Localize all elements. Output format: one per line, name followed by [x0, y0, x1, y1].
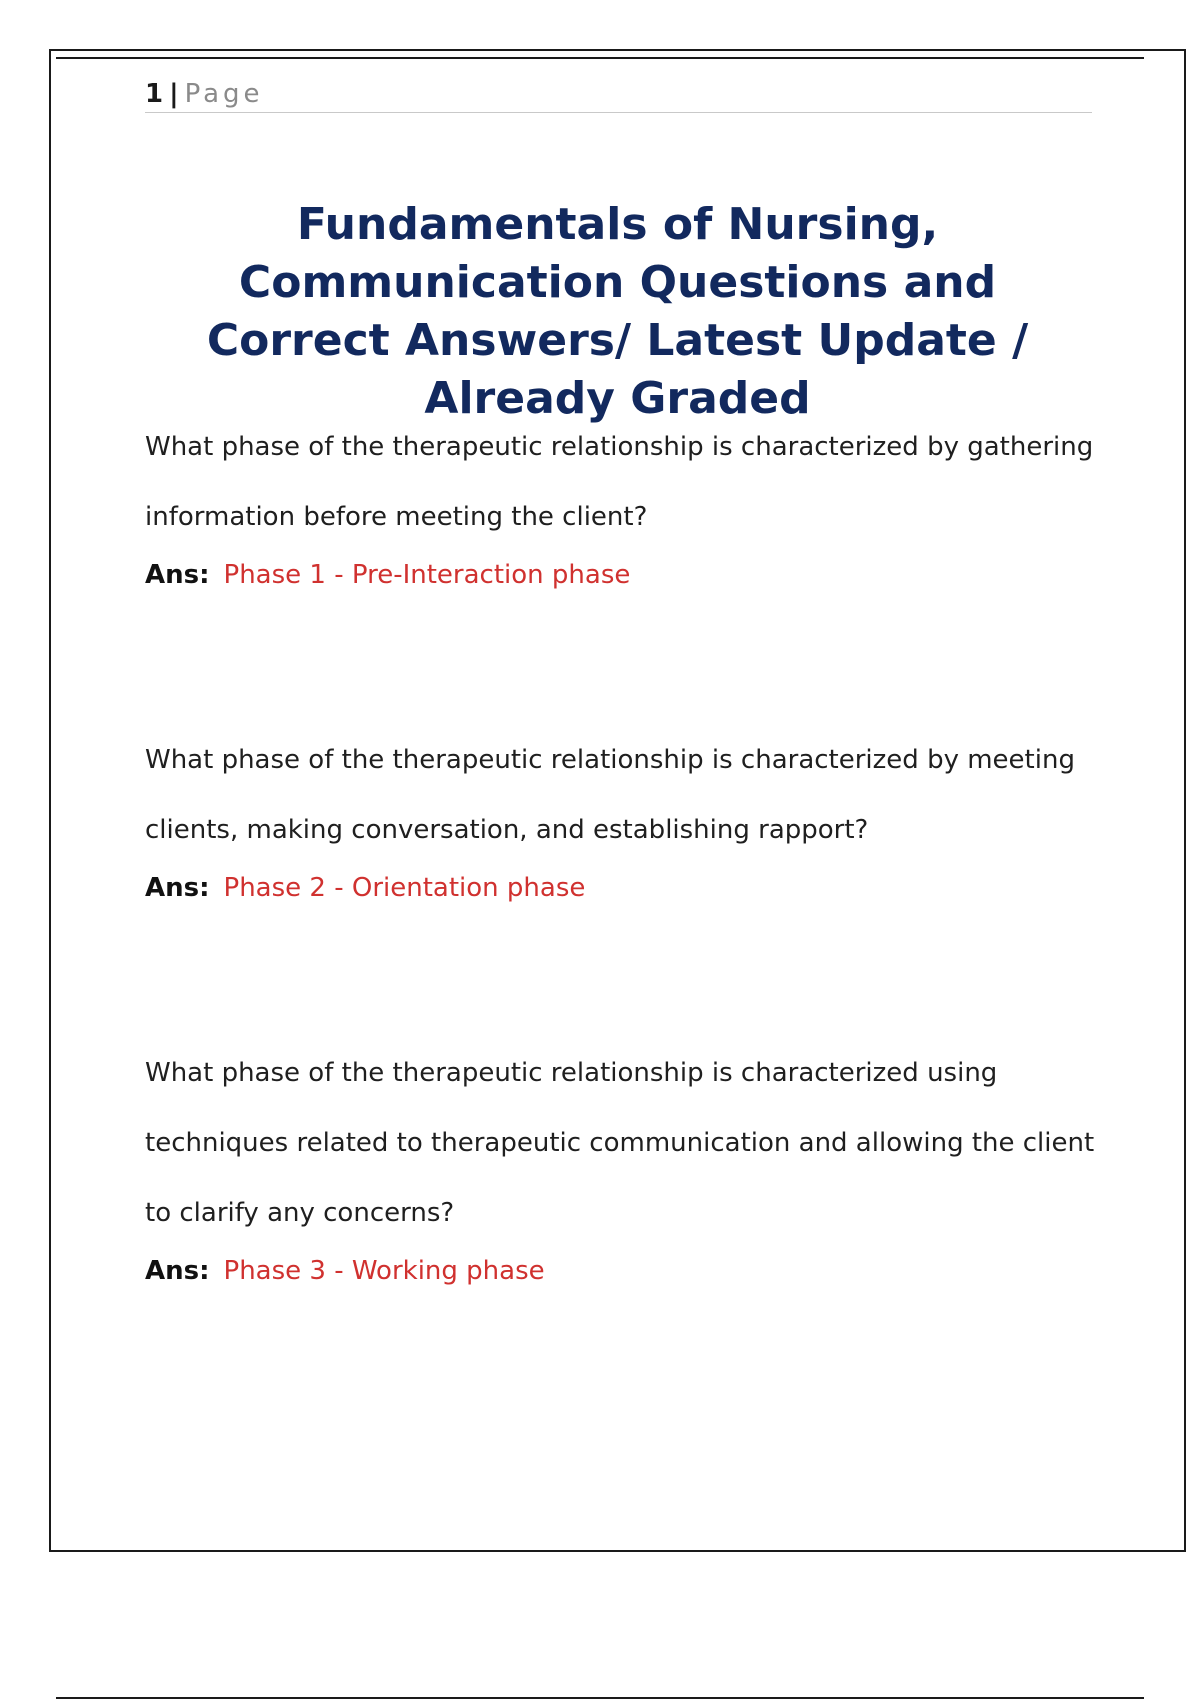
question-text: What phase of the therapeutic relationship is characterized by meeting clients, making conversation, and establishing rapport? — [145, 745, 1075, 845]
document-title: Fundamentals of Nursing, Communication Questions and Correct Answers/ Latest Update / Already Graded — [206, 199, 1029, 424]
page-word: Page — [184, 79, 264, 109]
answer-line — [145, 871, 1095, 905]
answer-text: Phase 2 - Orientation phase — [223, 873, 586, 903]
answer-label: Ans: — [145, 873, 210, 903]
qa-item-2 — [145, 725, 1095, 905]
answer-label: Ans: — [145, 560, 210, 590]
page-separator: | — [169, 79, 179, 109]
question-text: What phase of the therapeutic relationship is characterized using techniques related to therapeutic communication and allowing the client to clarify any concerns? — [145, 1058, 1095, 1228]
qa-item-1 — [145, 412, 1095, 592]
page-number: 1 — [145, 79, 164, 109]
answer-line — [145, 558, 1095, 592]
answer-label: Ans: — [145, 1256, 210, 1286]
bottom-rule — [56, 1697, 1144, 1699]
page-header — [145, 80, 1092, 113]
answer-text: Phase 1 - Pre-Interaction phase — [223, 560, 631, 590]
question-text: What phase of the therapeutic relationship is characterized by gathering information before meeting the client? — [145, 432, 1094, 532]
top-rule — [56, 57, 1144, 59]
qa-item-3 — [145, 1038, 1095, 1288]
answer-line — [145, 1254, 1095, 1288]
answer-text: Phase 3 - Working phase — [223, 1256, 545, 1286]
